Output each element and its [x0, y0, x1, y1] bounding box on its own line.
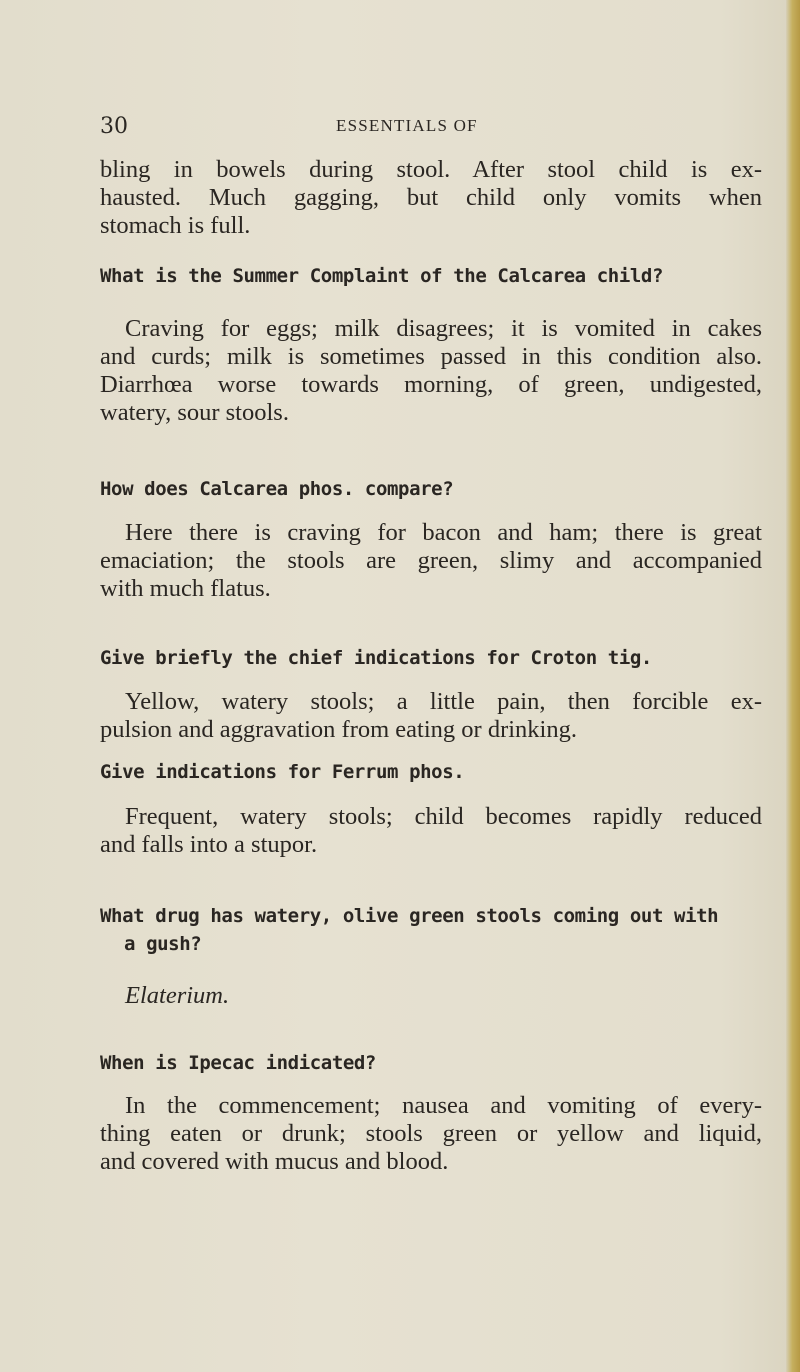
question-heading — [100, 262, 663, 290]
text-line: thing eaten or drunk; stools green or yellow and liquid, — [100, 1120, 762, 1147]
answer-paragraph — [100, 1092, 762, 1176]
page-number: 30 — [100, 114, 128, 139]
text-line: Yellow, watery stools; a little pain, then forcible ex- — [125, 688, 762, 715]
text-line: Here there is craving for bacon and ham; there is great — [125, 519, 762, 546]
question-heading — [100, 644, 652, 672]
question-line: How does Calcarea phos. compare? — [100, 478, 454, 500]
text-line: stomach is full. — [100, 212, 251, 239]
text-line: Craving for eggs; milk disagrees; it is vomited in cakes — [125, 315, 762, 342]
text-line: Elaterium. — [125, 982, 230, 1009]
text-line: pulsion and aggravation from eating or drinking. — [100, 716, 577, 743]
answer-paragraph — [100, 803, 762, 859]
text-line: Diarrhœa worse towards morning, of green, undigested, — [100, 371, 762, 398]
text-line: hausted. Much gagging, but child only vomits when — [100, 184, 762, 211]
question-line: What drug has watery, olive green stools coming out with — [100, 905, 719, 927]
text-line: Frequent, watery stools; child becomes rapidly reduced — [125, 803, 762, 830]
question-heading — [100, 1049, 376, 1077]
text-line: and falls into a stupor. — [100, 831, 318, 858]
question-heading — [100, 902, 718, 958]
page-edge — [786, 0, 800, 1372]
text-line: and curds; milk is sometimes passed in this condition also. — [100, 343, 762, 370]
question-line: Give indications for Ferrum phos. — [100, 761, 465, 783]
question-heading — [100, 475, 453, 503]
answer-paragraph — [100, 688, 762, 744]
text-line: emaciation; the stools are green, slimy and accompanied — [100, 547, 762, 574]
running-title: ESSENTIALS OF — [336, 116, 478, 135]
text-line: and covered with mucus and blood. — [100, 1148, 449, 1175]
text-line: bling in bowels during stool. After stool child is ex- — [100, 156, 762, 183]
answer-paragraph — [100, 315, 762, 427]
answer-paragraph — [100, 982, 762, 1010]
question-line: When is Ipecac indicated? — [100, 1052, 376, 1074]
question-line: Give briefly the chief indications for Croton tig. — [100, 647, 652, 669]
paragraph-continuation — [100, 156, 762, 240]
running-head — [100, 114, 750, 144]
question-line: a gush? — [124, 933, 202, 955]
question-heading — [100, 758, 464, 786]
answer-paragraph — [100, 519, 762, 603]
text-line: watery, sour stools. — [100, 399, 289, 426]
question-line: What is the Summer Complaint of the Calcarea child? — [100, 265, 663, 287]
text-line: with much flatus. — [100, 575, 271, 602]
text-line: In the commencement; nausea and vomiting of every- — [125, 1092, 762, 1119]
